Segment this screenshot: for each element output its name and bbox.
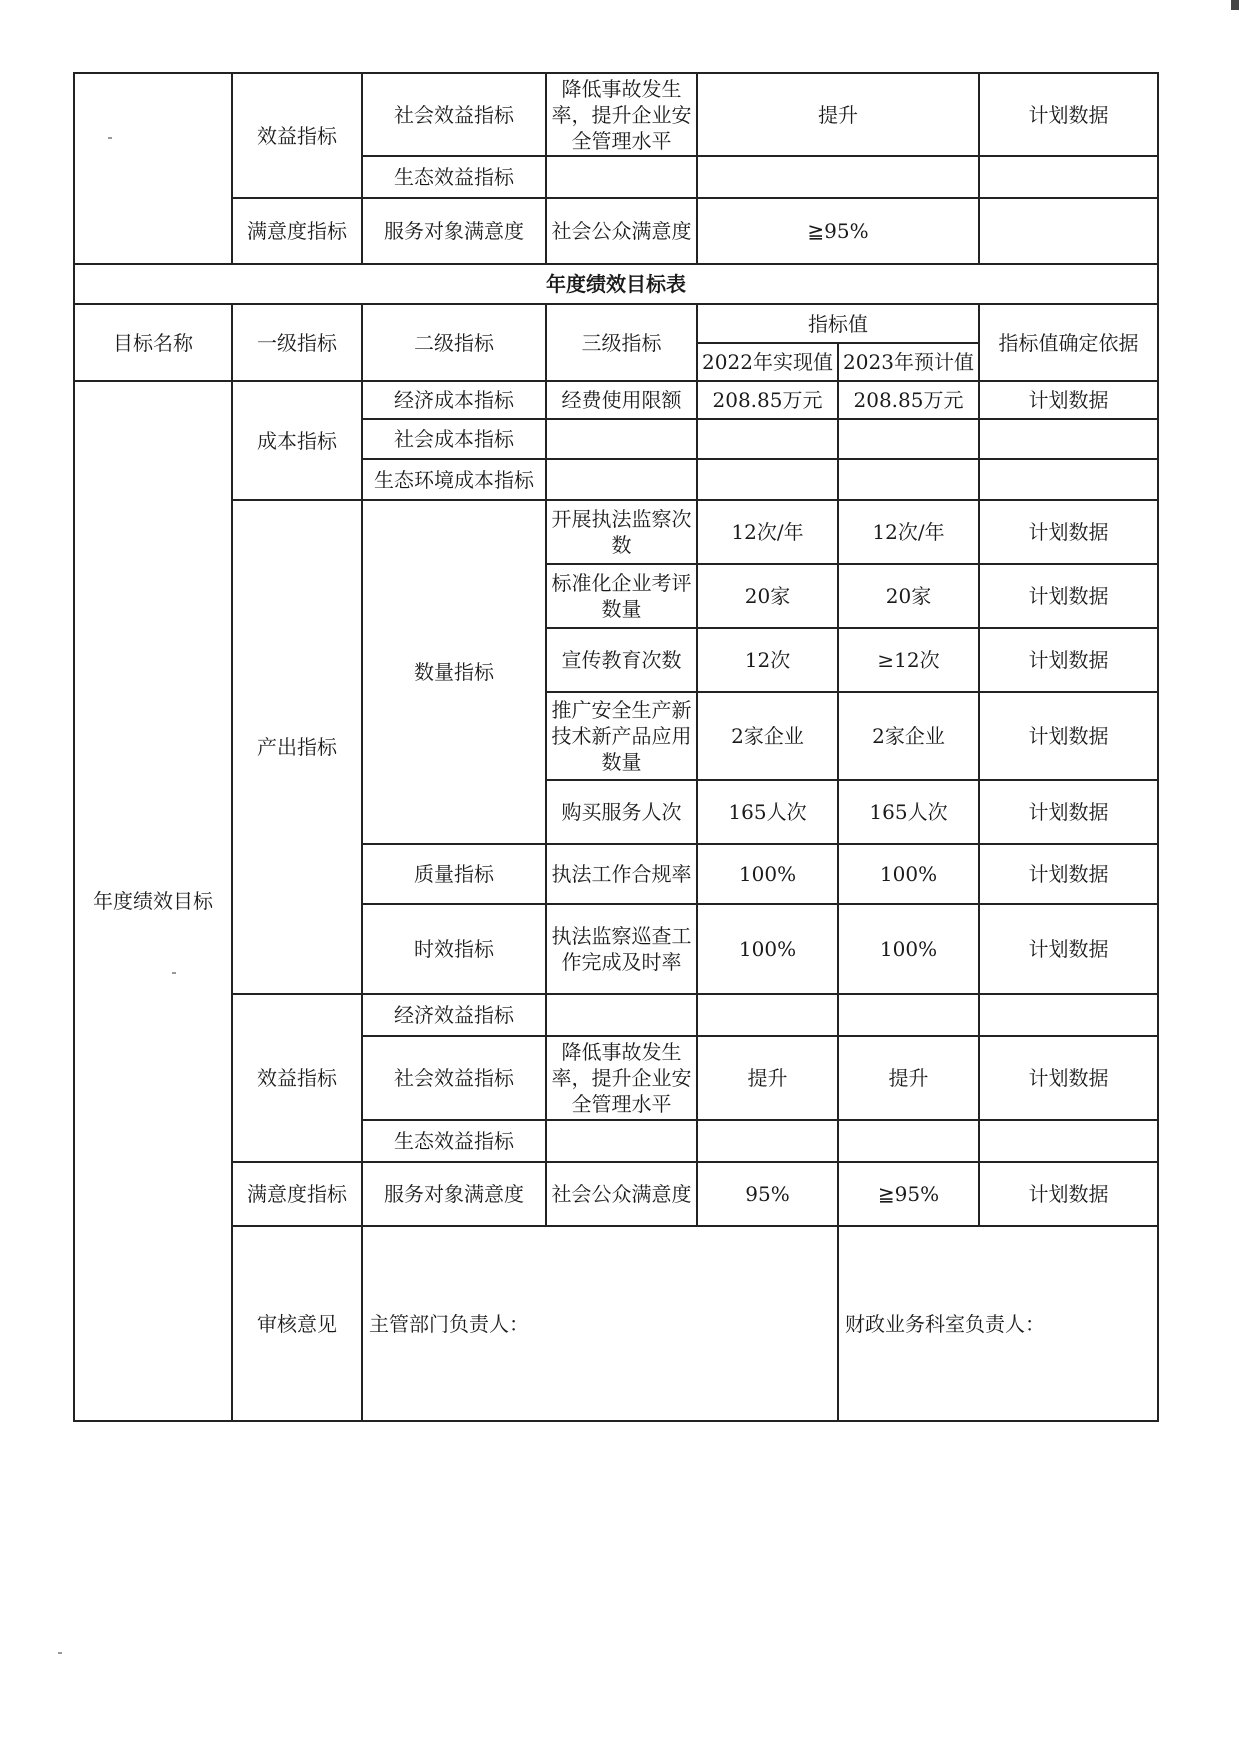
first-level-indicator: 满意度指标: [232, 198, 362, 264]
basis-cell: 计划数据: [979, 780, 1158, 844]
basis-cell: 计划数据: [979, 904, 1158, 994]
value-2023: 20家: [838, 564, 979, 628]
value-2022: [697, 994, 838, 1036]
value-2023: 提升: [838, 1036, 979, 1120]
second-level-indicator: 经济效益指标: [362, 994, 546, 1036]
review-row: [74, 1226, 1158, 1421]
third-level-indicator: [546, 156, 697, 198]
sub-timeliness: 时效指标: [362, 904, 546, 994]
value-2022: 100%: [697, 904, 838, 994]
basis-cell: 计划数据: [979, 500, 1158, 564]
indicator-value: [697, 156, 979, 198]
third-level-indicator: 开展执法监察次数: [546, 500, 697, 564]
third-level-indicator: 降低事故发生率，提升企业安全管理水平: [546, 73, 697, 156]
third-level-indicator: [546, 419, 697, 459]
third-level-indicator: [546, 994, 697, 1036]
group-output: 产出指标: [232, 500, 362, 994]
sub-quantity: 数量指标: [362, 500, 546, 844]
dept-head-signature: 主管部门负责人：: [362, 1226, 838, 1421]
value-2023: 12次/年: [838, 500, 979, 564]
value-2022: [697, 459, 838, 500]
basis-cell: [979, 419, 1158, 459]
scan-speck: [58, 1652, 62, 1654]
table-row: [74, 381, 1158, 419]
header-third-level: 三级指标: [546, 304, 697, 381]
value-2023: 100%: [838, 904, 979, 994]
value-2023: 100%: [838, 844, 979, 904]
basis-cell: 计划数据: [979, 1036, 1158, 1120]
second-level-indicator: 生态环境成本指标: [362, 459, 546, 500]
third-level-indicator: 推广安全生产新技术新产品应用数量: [546, 692, 697, 780]
group-satisfaction: 满意度指标: [232, 1162, 362, 1226]
scan-speck: [108, 137, 112, 139]
value-2023: [838, 459, 979, 500]
second-level-indicator: 社会效益指标: [362, 73, 546, 156]
basis-cell: [979, 1120, 1158, 1162]
third-level-indicator: 社会公众满意度: [546, 1162, 697, 1226]
third-level-indicator: [546, 1120, 697, 1162]
header-2023-estimate: 2023年预计值: [838, 343, 979, 381]
header-row: [74, 304, 1158, 343]
header-first-level: 一级指标: [232, 304, 362, 381]
scan-speck: [172, 972, 176, 974]
third-level-indicator: 经费使用限额: [546, 381, 697, 419]
indicator-value: ≧95%: [697, 198, 979, 264]
finance-head-signature: 财政业务科室负责人：: [838, 1226, 1158, 1421]
header-basis: 指标值确定依据: [979, 304, 1158, 381]
review-label: 审核意见: [232, 1226, 362, 1421]
table-row: [74, 264, 1158, 304]
table-row: [74, 73, 1158, 156]
basis-cell: 计划数据: [979, 628, 1158, 692]
third-level-indicator: 购买服务人次: [546, 780, 697, 844]
scan-edge-mark: [1231, 0, 1239, 10]
basis-cell: [979, 459, 1158, 500]
blank-cell: [74, 73, 232, 264]
table-row: [74, 1162, 1158, 1226]
third-level-indicator: 宣传教育次数: [546, 628, 697, 692]
group-cost: 成本指标: [232, 381, 362, 500]
third-level-indicator: 执法工作合规率: [546, 844, 697, 904]
value-2022: 12次: [697, 628, 838, 692]
basis-cell: 计划数据: [979, 844, 1158, 904]
target-name-cell: 年度绩效目标: [74, 381, 232, 1421]
value-2022: 100%: [697, 844, 838, 904]
value-2022: 提升: [697, 1036, 838, 1120]
second-level-indicator: 服务对象满意度: [362, 198, 546, 264]
performance-target-table: [73, 72, 1159, 1422]
header-target-name: 目标名称: [74, 304, 232, 381]
value-2022: 2家企业: [697, 692, 838, 780]
table-row: [74, 994, 1158, 1036]
third-level-indicator: 标准化企业考评数量: [546, 564, 697, 628]
value-2022: 165人次: [697, 780, 838, 844]
value-2022: 208.85万元: [697, 381, 838, 419]
third-level-indicator: 降低事故发生率，提升企业安全管理水平: [546, 1036, 697, 1120]
value-2023: 208.85万元: [838, 381, 979, 419]
basis-cell: 计划数据: [979, 73, 1158, 156]
value-2023: ≧95%: [838, 1162, 979, 1226]
value-2023: ≥12次: [838, 628, 979, 692]
value-2022: [697, 419, 838, 459]
sub-quality: 质量指标: [362, 844, 546, 904]
value-2022: [697, 1120, 838, 1162]
table-row: [74, 500, 1158, 564]
value-2022: 12次/年: [697, 500, 838, 564]
section-title: 年度绩效目标表: [74, 264, 1158, 304]
group-benefit: 效益指标: [232, 994, 362, 1162]
second-level-indicator: 经济成本指标: [362, 381, 546, 419]
first-level-indicator: 效益指标: [232, 73, 362, 198]
basis-cell: [979, 198, 1158, 264]
third-level-indicator: 社会公众满意度: [546, 198, 697, 264]
basis-cell: 计划数据: [979, 564, 1158, 628]
basis-cell: [979, 994, 1158, 1036]
basis-cell: 计划数据: [979, 1162, 1158, 1226]
basis-cell: 计划数据: [979, 692, 1158, 780]
header-second-level: 二级指标: [362, 304, 546, 381]
second-level-indicator: 生态效益指标: [362, 156, 546, 198]
third-level-indicator: 执法监察巡查工作完成及时率: [546, 904, 697, 994]
third-level-indicator: [546, 459, 697, 500]
second-level-indicator: 社会成本指标: [362, 419, 546, 459]
second-level-indicator: 社会效益指标: [362, 1036, 546, 1120]
value-2023: [838, 994, 979, 1036]
header-2022-actual: 2022年实现值: [697, 343, 838, 381]
second-level-indicator: 生态效益指标: [362, 1120, 546, 1162]
table-row: [74, 198, 1158, 264]
value-2022: 95%: [697, 1162, 838, 1226]
value-2023: 2家企业: [838, 692, 979, 780]
basis-cell: 计划数据: [979, 381, 1158, 419]
header-indicator-value: 指标值: [697, 304, 979, 343]
value-2023: [838, 419, 979, 459]
value-2023: [838, 1120, 979, 1162]
value-2023: 165人次: [838, 780, 979, 844]
value-2022: 20家: [697, 564, 838, 628]
basis-cell: [979, 156, 1158, 198]
second-level-indicator: 服务对象满意度: [362, 1162, 546, 1226]
indicator-value: 提升: [697, 73, 979, 156]
